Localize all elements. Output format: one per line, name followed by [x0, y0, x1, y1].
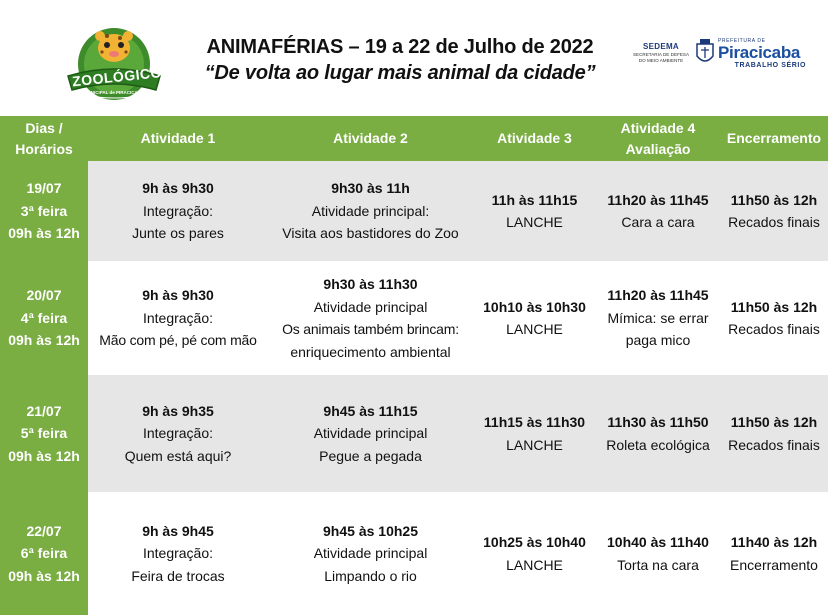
zoo-logo	[62, 14, 166, 104]
prefeitura-city: Piracicaba	[718, 43, 801, 62]
activity-line: Quem está aqui?	[124, 447, 232, 464]
activity-4-cell	[596, 492, 720, 615]
activity-line: LANCHE	[506, 436, 563, 453]
header-activity-1: Atividade 1	[88, 116, 268, 161]
activity-time: 9h30 às 11h30	[323, 276, 418, 292]
activity-line: Pegue a pegada	[319, 447, 422, 464]
activity-line: paga mico	[625, 332, 691, 349]
activity-2-cell	[268, 261, 473, 375]
activity-line: Feira de trocas	[131, 567, 225, 584]
activity-3-cell	[473, 261, 596, 375]
prefeitura-small: PREFEITURA DE	[718, 38, 766, 44]
closing-cell	[720, 492, 828, 615]
page-header	[0, 0, 828, 116]
header-closing: Encerramento	[720, 116, 828, 161]
day-cell	[0, 161, 88, 261]
activity-line: Mímica: se errar	[607, 309, 709, 326]
activity-line: Junte os pares	[132, 225, 224, 242]
day-date: 20/07	[26, 287, 62, 304]
closing-cell	[720, 261, 828, 375]
activity-time: 11h50 às 12h	[730, 191, 818, 208]
activity-line: Cara a cara	[621, 214, 695, 230]
prefeitura-slogan: TRABALHO SÉRIO	[734, 62, 806, 69]
activity-2-cell	[268, 375, 473, 492]
activity-1-cell	[88, 161, 268, 261]
activity-time: 9h às 9h30	[142, 180, 214, 197]
activity-line: Limpando o rio	[324, 567, 417, 584]
title-block	[170, 34, 630, 86]
activity-4-cell	[596, 375, 720, 492]
activity-time: 11h50 às 12h	[730, 414, 818, 430]
zoo-logo-text: ZOOLÓGICO	[71, 64, 163, 90]
activity-time: 9h45 às 11h15	[323, 402, 418, 419]
day-weekday: 4ª feira	[20, 309, 68, 326]
activity-line: Atividade principal	[313, 545, 428, 562]
activity-1-cell	[88, 492, 268, 615]
activity-line: Atividade principal	[313, 298, 428, 315]
activity-line: Integração:	[142, 545, 214, 562]
activity-time: 10h10 às 10h30	[483, 298, 586, 315]
header-activity-3: Atividade 3	[473, 116, 596, 161]
activity-time: 9h45 às 10h25	[323, 522, 418, 539]
activity-line: Visita aos bastidores do Zoo	[282, 225, 459, 242]
activity-4-cell	[596, 261, 720, 375]
activity-time: 9h às 9h35	[142, 402, 214, 419]
activity-line: Integração:	[142, 425, 214, 442]
page-subtitle: “De volta ao lugar mais animal da cidade”	[204, 62, 596, 84]
page-title: ANIMAFÉRIAS – 19 a 22 de Julho de 2022	[206, 36, 594, 58]
header-days-line-1: Dias /	[25, 119, 63, 136]
activity-2-cell	[268, 161, 473, 261]
activity-1-cell	[88, 375, 268, 492]
table-row	[0, 492, 828, 615]
activity-line: Mão com pé, pé com mão	[99, 332, 257, 349]
table-row	[0, 161, 828, 261]
activity-time: 11h40 às 12h	[730, 534, 818, 550]
activity-line: LANCHE	[506, 556, 563, 573]
header-days-line-2: Horários	[15, 140, 73, 157]
day-hours: 09h às 12h	[8, 567, 80, 584]
day-hours: 09h às 12h	[8, 332, 80, 349]
header-activity-2: Atividade 2	[268, 116, 473, 161]
activity-line: Recados finais	[728, 321, 820, 337]
header-days	[0, 116, 88, 161]
activity-line: Encerramento	[730, 556, 818, 573]
activity-time: 11h15 às 11h30	[483, 414, 586, 430]
table-row	[0, 375, 828, 492]
activity-line: Integração:	[142, 202, 214, 219]
activity-3-cell	[473, 375, 596, 492]
activity-time: 11h às 11h15	[491, 191, 578, 208]
activity-3-cell	[473, 161, 596, 261]
schedule-table	[0, 116, 828, 615]
zoo-logo-subtext: MUNICIPAL de PIRACICABA	[83, 90, 145, 95]
activity-time: 10h40 às 11h40	[607, 534, 709, 550]
activity-time: 11h20 às 11h45	[607, 287, 709, 304]
sedema-logo	[632, 42, 690, 63]
activity-time: 11h20 às 11h45	[607, 191, 709, 208]
table-row	[0, 261, 828, 375]
day-weekday: 6ª feira	[20, 545, 68, 562]
government-logos	[632, 36, 808, 76]
activity-time: 9h às 9h30	[142, 287, 214, 304]
activity-line: Integração:	[142, 309, 214, 326]
day-hours: 09h às 12h	[8, 225, 80, 242]
activity-line: LANCHE	[506, 214, 563, 230]
activity-time: 9h às 9h45	[142, 522, 214, 539]
activity-line: Os animais também brincam:	[282, 321, 459, 337]
activity-line: Torta na cara	[617, 556, 699, 573]
activity-line: Recados finais	[728, 436, 820, 453]
table-header-row	[0, 116, 828, 161]
closing-cell	[720, 161, 828, 261]
sedema-name: SEDEMA	[642, 42, 680, 51]
day-weekday: 3ª feira	[20, 202, 68, 219]
activity-time: 9h30 às 11h	[331, 180, 410, 197]
day-cell	[0, 261, 88, 375]
closing-cell	[720, 375, 828, 492]
prefeitura-logo	[718, 38, 810, 69]
sedema-desc-1: SECRETARIA DE DEFESA	[632, 52, 690, 57]
header-activity-4	[596, 116, 720, 161]
activity-line: Recados finais	[728, 214, 820, 230]
activity-2-cell	[268, 492, 473, 615]
day-date: 21/07	[26, 402, 62, 419]
day-cell	[0, 492, 88, 615]
activity-time: 10h25 às 10h40	[483, 534, 586, 550]
coat-of-arms-icon	[694, 38, 716, 68]
activity-line: enriquecimento ambiental	[290, 343, 451, 360]
header-activity-4-line-2: Avaliação	[625, 140, 691, 157]
day-cell	[0, 375, 88, 492]
activity-4-cell	[596, 161, 720, 261]
activity-3-cell	[473, 492, 596, 615]
day-date: 19/07	[26, 180, 62, 197]
activity-time: 11h50 às 12h	[730, 298, 818, 315]
activity-1-cell	[88, 261, 268, 375]
day-date: 22/07	[26, 522, 62, 539]
day-hours: 09h às 12h	[8, 447, 80, 464]
day-weekday: 5ª feira	[20, 425, 68, 442]
header-activity-4-line-1: Atividade 4	[620, 119, 696, 136]
activity-line: LANCHE	[506, 321, 563, 337]
activity-line: Atividade principal:	[311, 202, 430, 219]
activity-line: Atividade principal	[313, 425, 428, 442]
activity-line: Roleta ecológica	[606, 436, 710, 453]
activity-time: 11h30 às 11h50	[607, 414, 709, 430]
sedema-desc-2: DO MEIO AMBIENTE	[638, 58, 684, 63]
